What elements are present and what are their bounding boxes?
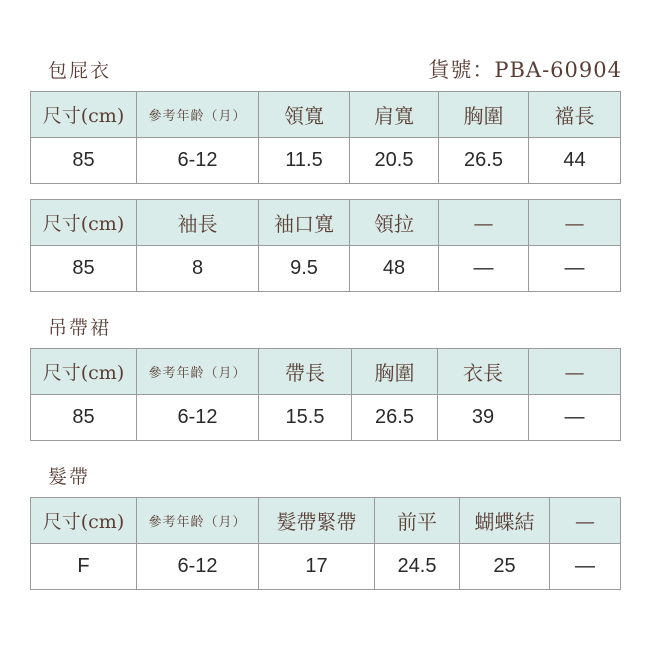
header-cell: 帶長 xyxy=(259,349,352,395)
header-cell: 袖長 xyxy=(137,200,259,246)
size-table-suspender-skirt xyxy=(30,348,621,441)
table-row xyxy=(31,395,621,441)
table-row xyxy=(31,246,621,292)
table-cell: — xyxy=(529,395,621,441)
header-cell: 尺寸(cm) xyxy=(31,349,137,395)
section-title-headband: 髮帶 xyxy=(48,466,91,488)
size-table-bodysuit-1 xyxy=(30,91,621,184)
table-cell: 6-12 xyxy=(137,138,259,184)
table-row xyxy=(31,544,621,590)
table-cell: 48 xyxy=(350,246,439,292)
table-cell: 85 xyxy=(31,246,137,292)
table-cell: 6-12 xyxy=(137,544,259,590)
header-cell: 前平 xyxy=(375,498,460,544)
header-cell: 袖口寬 xyxy=(259,200,350,246)
product-code: 貨號：PBA-60904 xyxy=(428,58,622,82)
table-row xyxy=(31,138,621,184)
header-cell: 蝴蝶結 xyxy=(460,498,550,544)
section-title-suspender-skirt: 吊帶裙 xyxy=(48,317,112,339)
table-cell: F xyxy=(31,544,137,590)
size-table-bodysuit-2 xyxy=(30,199,621,292)
header-row xyxy=(31,92,621,138)
table-cell: 44 xyxy=(529,138,621,184)
table-cell: 24.5 xyxy=(375,544,460,590)
table-cell: — xyxy=(439,246,529,292)
header-cell: 胸圍 xyxy=(439,92,529,138)
section-title-bodysuit: 包屁衣 xyxy=(48,60,112,82)
table-cell: — xyxy=(529,246,621,292)
table-cell: 9.5 xyxy=(259,246,350,292)
table-cell: 25 xyxy=(460,544,550,590)
header-cell: 領拉 xyxy=(350,200,439,246)
header-cell: 襠長 xyxy=(529,92,621,138)
table-cell: 85 xyxy=(31,138,137,184)
table-cell: 85 xyxy=(31,395,137,441)
header-cell: 參考年齡（月） xyxy=(137,92,259,138)
header-row xyxy=(31,200,621,246)
header-cell: 參考年齡（月） xyxy=(137,349,259,395)
header-cell: — xyxy=(529,349,621,395)
header-cell: 參考年齡（月） xyxy=(137,498,259,544)
table-cell: 15.5 xyxy=(259,395,352,441)
header-cell: 肩寬 xyxy=(350,92,439,138)
table-cell: — xyxy=(550,544,621,590)
table-cell: 20.5 xyxy=(350,138,439,184)
header-cell: — xyxy=(439,200,529,246)
header-cell: 尺寸(cm) xyxy=(31,498,137,544)
header-row xyxy=(31,349,621,395)
table-cell: 11.5 xyxy=(259,138,350,184)
header-cell: — xyxy=(550,498,621,544)
header-cell: 尺寸(cm) xyxy=(31,200,137,246)
header-cell: 衣長 xyxy=(438,349,529,395)
table-cell: 8 xyxy=(137,246,259,292)
header-cell: — xyxy=(529,200,621,246)
header-cell: 領寬 xyxy=(259,92,350,138)
table-cell: 39 xyxy=(438,395,529,441)
header-cell: 胸圍 xyxy=(352,349,438,395)
table-cell: 17 xyxy=(259,544,375,590)
table-cell: 26.5 xyxy=(352,395,438,441)
header-row xyxy=(31,498,621,544)
table-cell: 6-12 xyxy=(137,395,259,441)
table-cell: 26.5 xyxy=(439,138,529,184)
header-cell: 尺寸(cm) xyxy=(31,92,137,138)
header-cell: 髮帶緊帶 xyxy=(259,498,375,544)
size-table-headband xyxy=(30,497,621,590)
